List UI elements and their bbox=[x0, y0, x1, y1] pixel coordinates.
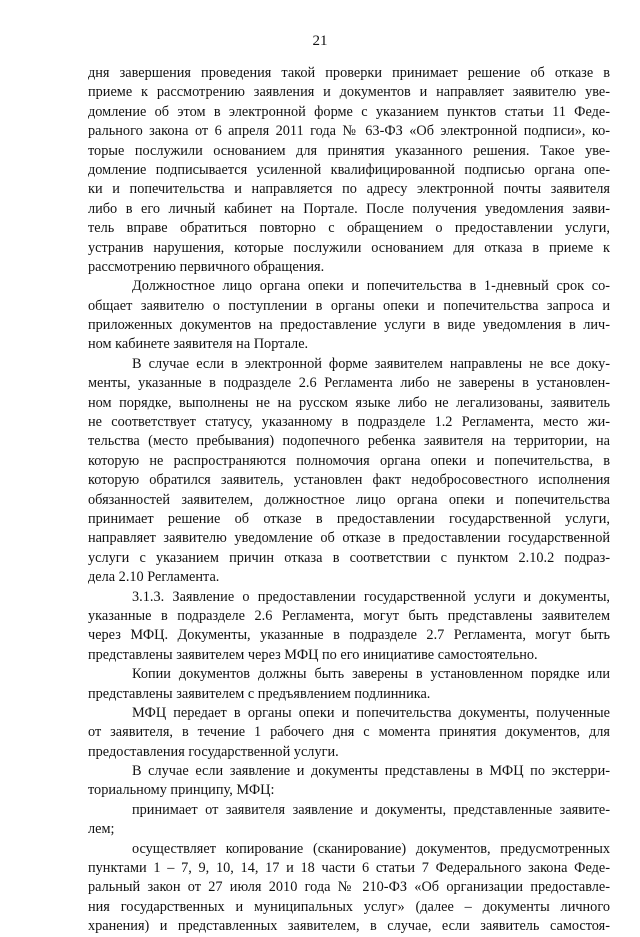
text-line: осуществляет копирование (сканирование) документов, предусмотренных bbox=[132, 840, 610, 857]
text-line: ки и попечительства и направляется по адресу электронной почты заявителя bbox=[88, 181, 610, 198]
text-line: тельства (место пребывания) подопечного ребенка заявителя на территории, на bbox=[88, 433, 610, 450]
text-line: В случае если заявление и документы представлены в МФЦ по экстерри- bbox=[132, 763, 610, 780]
text-line: ториальному принципу, МФЦ: bbox=[88, 782, 275, 799]
text-line: принимает от заявителя заявление и документы, представленные заявите- bbox=[132, 801, 610, 818]
text-line: В случае если в электронной форме заявителем направлены не все доку- bbox=[132, 355, 610, 372]
text-line: тель вправе обратиться повторно с обращением о предоставлении услуги, bbox=[88, 220, 610, 237]
text-line: домление об этом в электронной форме с указанием пунктов статьи 11 Феде- bbox=[88, 103, 610, 120]
text-line: устранив нарушения, которые послужили основанием для отказа в приеме к bbox=[88, 239, 610, 256]
text-line: общает заявителю о поступлении в органы опеки и попечительства запроса и bbox=[88, 297, 610, 314]
text-line: приеме к рассмотрению заявления и документов и направляет заявителю уве- bbox=[88, 84, 610, 101]
text-line: хранения) и представленных заявителем, в случае, если заявитель самостоя- bbox=[88, 918, 610, 935]
text-line: ном кабинете заявителя на Портале. bbox=[88, 336, 309, 353]
page-number: 21 bbox=[312, 33, 328, 49]
document-body-text bbox=[88, 64, 610, 937]
text-line: которую не распространяются полномочия органа опеки и попечительства, в bbox=[88, 452, 610, 469]
text-line: Должностное лицо органа опеки и попечительства в 1-дневный срок со- bbox=[132, 278, 610, 295]
text-line: ном порядке, выполнены не на русском языке либо не легализованы, заявитель bbox=[88, 394, 610, 411]
text-line: указанные в подразделе 2.6 Регламента, могут быть представлены заявителем bbox=[88, 607, 610, 624]
text-line: пунктами 1 – 7, 9, 10, 14, 17 и 18 части 6 статьи 7 Федерального закона Феде- bbox=[88, 860, 610, 877]
text-line: менты, указанные в подразделе 2.6 Регламента либо не заверены в установлен- bbox=[88, 375, 610, 392]
text-line: дела 2.10 Регламента. bbox=[88, 569, 220, 586]
text-line: приложенных документов на предоставление услуги в виде уведомления в лич- bbox=[88, 317, 610, 334]
text-line: через МФЦ. Документы, указанные в подразделе 2.7 Регламента, могут быть bbox=[88, 627, 610, 644]
text-line: обязанностей заявителем, должностное лицо органа опеки и попечительства bbox=[88, 491, 610, 508]
text-line: МФЦ передает в органы опеки и попечительства документы, полученные bbox=[132, 704, 610, 721]
text-line: ния государственных и муниципальных услуг» (далее – документы личного bbox=[88, 898, 610, 915]
text-line: Копии документов должны быть заверены в установленном порядке или bbox=[132, 666, 610, 683]
text-line: которую обратился заявитель, установлен факт недобросовестного исполнения bbox=[88, 472, 610, 489]
text-line: предоставления государственной услуги. bbox=[88, 743, 339, 760]
text-line: от заявителя, в течение 1 рабочего дня с момента принятия документов, для bbox=[88, 724, 610, 741]
text-line: рассмотрению первичного обращения. bbox=[88, 258, 325, 275]
text-line: либо в его личный кабинет на Портале. После получения уведомления заяви- bbox=[88, 200, 610, 217]
text-line: представлены заявителем с предъявлением подлинника. bbox=[88, 685, 431, 702]
text-line: лем; bbox=[88, 821, 115, 838]
text-line: направляет заявителю уведомление об отказе в предоставлении государственной bbox=[88, 530, 610, 547]
text-line: рального закона от 6 апреля 2011 года № 63-ФЗ «Об электронной подписи», ко- bbox=[88, 123, 610, 140]
text-line: представлены заявителем через МФЦ по его инициативе самостоятельно. bbox=[88, 646, 538, 663]
text-line: домление подписывается усиленной квалифицированной подписью органа опе- bbox=[88, 161, 610, 178]
text-line: услуги с указанием причин отказа в соответствии с пунктом 2.10.2 подраз- bbox=[88, 549, 610, 566]
text-line: принимает решение об отказе в предоставлении государственной услуги, bbox=[88, 510, 610, 527]
text-line: ральный закон от 27 июля 2010 года № 210-ФЗ «Об организации предоставле- bbox=[88, 879, 610, 896]
text-line: дня завершения проведения такой проверки принимает решение об отказе в bbox=[88, 65, 610, 81]
text-line: не соответствует статусу, указанному в подразделе 1.2 Регламента, место жи- bbox=[88, 414, 610, 431]
text-line: торые послужили основанием для принятия указанного решения. Такое уве- bbox=[88, 142, 610, 159]
text-line: 3.1.3. Заявление о предоставлении государственной услуги и документы, bbox=[132, 588, 610, 605]
